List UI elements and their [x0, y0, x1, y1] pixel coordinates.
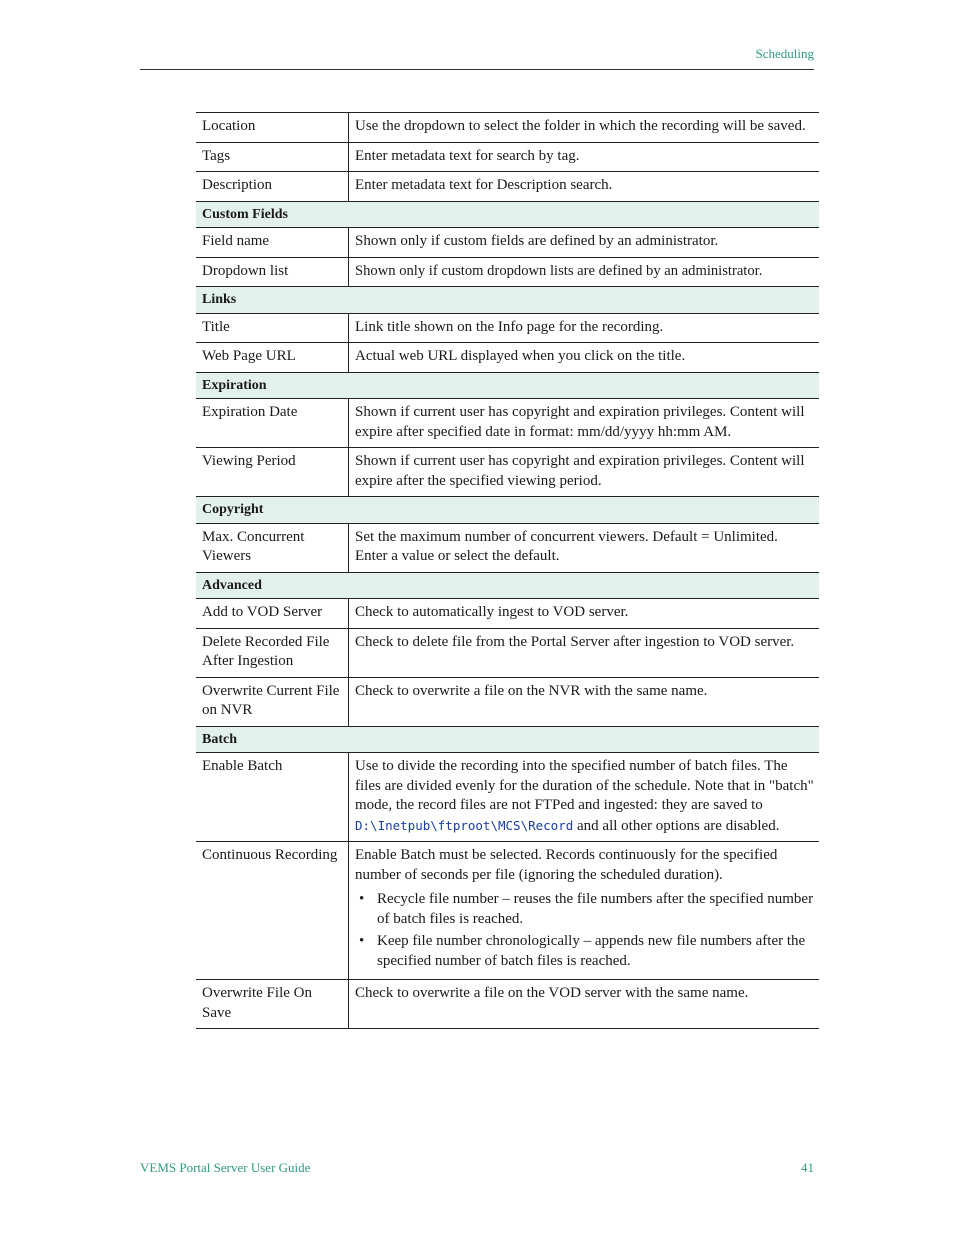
field-desc-cell: Use the dropdown to select the folder in which the recording will be saved. [349, 113, 820, 143]
field-name-cell: Add to VOD Server [196, 599, 349, 629]
field-desc-cell: Check to overwrite a file on the VOD server with the same name. [349, 980, 820, 1029]
section-header-row [196, 372, 819, 399]
section-header-row [196, 287, 819, 314]
enable-batch-desc-text: Use to divide the recording into the specified number of batch files. The files are divided evenly for the duration of the schedule. Note that in "batch" mode, the record files are not FTPed and ingested: they are saved to [355, 758, 814, 813]
table-row [196, 980, 819, 1029]
field-name-cell: Overwrite Current File on NVR [196, 677, 349, 726]
table-row [196, 172, 819, 202]
page-number: 41 [801, 1160, 814, 1175]
field-desc-cell: Shown only if custom dropdown lists are defined by an administrator. [349, 257, 820, 287]
table-row [196, 257, 819, 287]
field-desc-cell: Set the maximum number of concurrent viewers. Default = Unlimited. Enter a value or select the default. [349, 523, 820, 572]
field-desc-cell: Shown if current user has copyright and expiration privileges. Content will expire after specified date in format: mm/dd/yyyy hh:mm AM. [349, 399, 820, 448]
table-row [196, 599, 819, 629]
settings-table [196, 112, 819, 1029]
field-name-cell: Field name [196, 228, 349, 258]
section-heading-batch: Batch [196, 726, 819, 753]
footer-guide-title: VEMS Portal Server User Guide [140, 1160, 311, 1175]
field-name-cell: Web Page URL [196, 343, 349, 373]
field-name-cell: Dropdown list [196, 257, 349, 287]
section-heading-copyright: Copyright [196, 497, 819, 524]
table-row [196, 628, 819, 677]
table-row [196, 842, 819, 980]
field-name-cell: Delete Recorded File After Ingestion [196, 628, 349, 677]
table-row [196, 677, 819, 726]
field-name-cell: Overwrite File On Save [196, 980, 349, 1029]
table-row [196, 523, 819, 572]
field-desc-cell: Link title shown on the Info page for the recording. [349, 313, 820, 343]
list-item: • Recycle file number – reuses the file numbers after the specified number of batch files is reached. [359, 891, 814, 927]
table-row [196, 142, 819, 172]
section-heading-custom-fields: Custom Fields [196, 201, 819, 228]
record-folder-path: D:\Inetpub\ftproot\MCS\Record [355, 817, 574, 833]
field-desc-cell: Actual web URL displayed when you click on the title. [349, 343, 820, 373]
field-name-cell: Tags [196, 142, 349, 172]
field-desc-cell: Check to overwrite a file on the NVR with the same name. [349, 677, 820, 726]
section-header-row [196, 497, 819, 524]
field-desc-cell [349, 753, 820, 842]
table-row [196, 343, 819, 373]
field-desc-cell: Enter metadata text for search by tag. [349, 142, 820, 172]
field-desc-cell: Check to delete file from the Portal Server after ingestion to VOD server. [349, 628, 820, 677]
field-name-cell: Expiration Date [196, 399, 349, 448]
field-name-cell: Viewing Period [196, 448, 349, 497]
option-bullet-list [355, 890, 814, 971]
field-name-cell: Description [196, 172, 349, 202]
section-heading-advanced: Advanced [196, 572, 819, 599]
field-name-cell: Continuous Recording [196, 842, 349, 980]
table-row [196, 448, 819, 497]
table-row [196, 113, 819, 143]
field-name-cell: Location [196, 113, 349, 143]
continuous-desc-text: Enable Batch must be selected. Records continuously for the specified number of seconds per file (ignoring the scheduled duration). [355, 847, 778, 883]
field-desc-cell: Enter metadata text for Description search. [349, 172, 820, 202]
field-desc-cell [349, 842, 820, 980]
header-divider [140, 69, 814, 70]
bullet-icon: • [359, 891, 365, 907]
section-heading-links: Links [196, 287, 819, 314]
field-desc-cell: Shown if current user has copyright and expiration privileges. Content will expire after the specified viewing period. [349, 448, 820, 497]
table-row [196, 228, 819, 258]
section-header-row [196, 572, 819, 599]
section-header-row [196, 726, 819, 753]
field-desc-cell: Shown only if custom fields are defined by an administrator. [349, 228, 820, 258]
section-header-row [196, 201, 819, 228]
section-heading-expiration: Expiration [196, 372, 819, 399]
field-name-cell: Enable Batch [196, 753, 349, 842]
table-row [196, 313, 819, 343]
bullet-icon: • [359, 933, 365, 949]
table-row [196, 399, 819, 448]
table-row [196, 753, 819, 842]
running-header-title: Scheduling [755, 46, 814, 61]
field-name-cell: Title [196, 313, 349, 343]
field-desc-cell: Check to automatically ingest to VOD server. [349, 599, 820, 629]
enable-batch-desc-tail: and all other options are disabled. [577, 817, 780, 834]
field-name-cell: Max. Concurrent Viewers [196, 523, 349, 572]
list-item: • Keep file number chronologically – appends new file numbers after the specified number of batch files is reached. [359, 933, 806, 969]
